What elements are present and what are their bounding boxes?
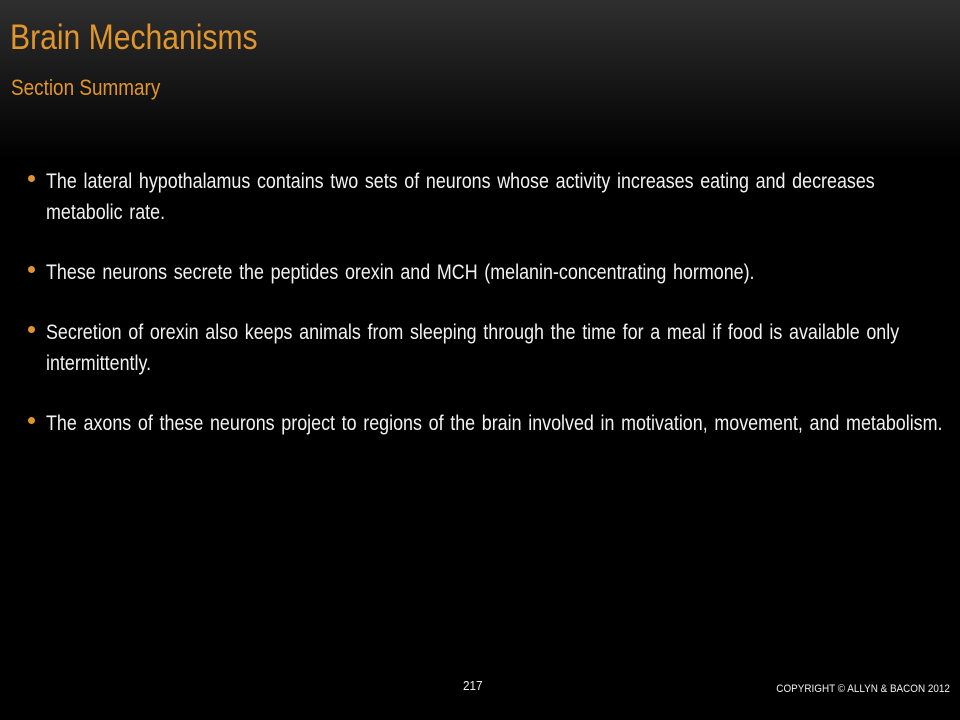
bullet-text: Secretion of orexin also keeps animals from sleeping through the time for a meal if food is available only intermittently. — [46, 321, 900, 375]
bullet-text: These neurons secrete the peptides orexin and MCH (melanin-concentrating hormone). — [46, 261, 755, 284]
bullet-dot-icon — [28, 266, 35, 273]
slide-subtitle: Section Summary — [11, 75, 161, 100]
bullet-item — [28, 408, 950, 439]
bullet-text: The lateral hypothalamus contains two sets of neurons whose activity increases eating and decreases metabolic rate. — [46, 170, 875, 224]
bullet-text: The axons of these neurons project to regions of the brain involved in motivation, movement, and metabolism. — [46, 412, 943, 435]
copyright-notice: COPYRIGHT © ALLYN & BACON 2012 — [776, 683, 950, 695]
bullet-dot-icon — [28, 326, 35, 333]
bullet-list — [28, 166, 950, 468]
bullet-item — [28, 257, 950, 288]
bullet-item — [28, 166, 950, 228]
slide-title: Brain Mechanisms — [10, 18, 258, 57]
bullet-dot-icon — [28, 417, 35, 424]
bullet-item — [28, 317, 950, 379]
page-number: 217 — [463, 678, 483, 693]
bullet-dot-icon — [28, 175, 35, 182]
